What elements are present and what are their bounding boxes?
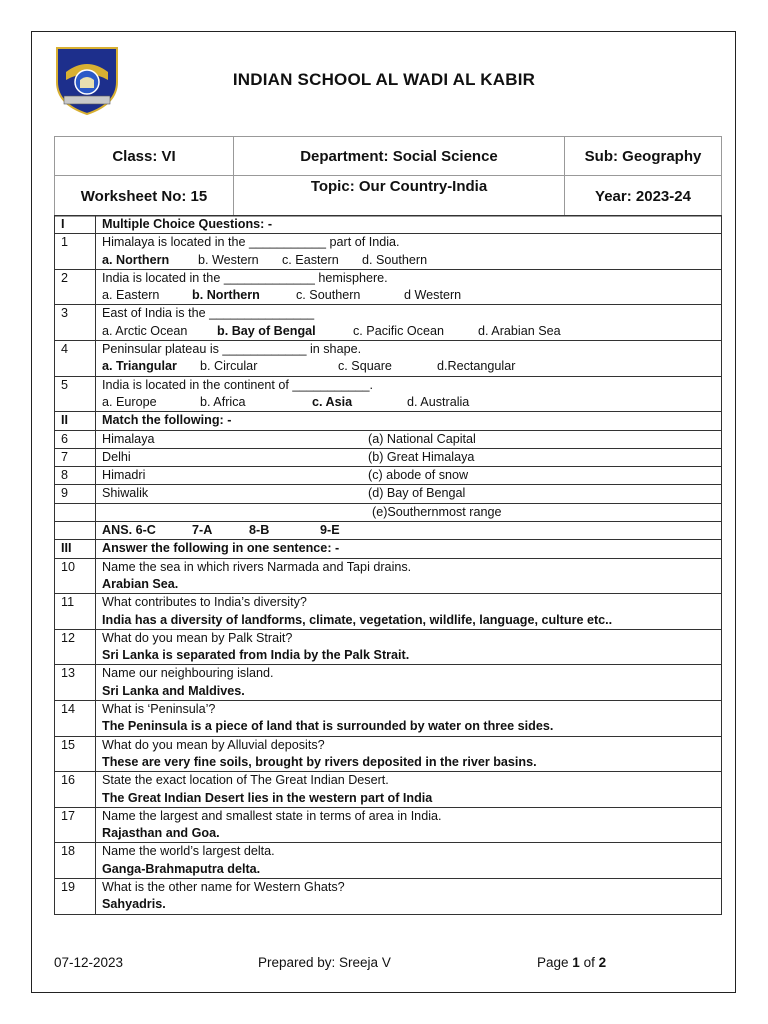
mcq-row (55, 269, 722, 305)
question-text: India is located in the continent of ___________. (102, 377, 373, 392)
section-title: Answer the following in one sentence: - (96, 540, 722, 558)
short-answer-row (55, 665, 722, 701)
short-answer-cell (96, 701, 722, 737)
option-d: d.Rectangular (437, 359, 516, 374)
short-answer-row (55, 629, 722, 665)
match-right-item: (d) Bay of Bengal (368, 486, 466, 501)
question-number: 13 (55, 665, 96, 701)
option-d: d. Southern (362, 252, 428, 267)
question-number: 5 (55, 376, 96, 412)
section-heading-row (55, 540, 722, 558)
section-heading-row (55, 412, 722, 430)
question-number: 15 (55, 736, 96, 772)
option-b: b. Western (198, 252, 259, 267)
question-number: 1 (55, 234, 96, 270)
question-text: What is ‘Peninsula’? (102, 702, 216, 717)
question-number: 19 (55, 878, 96, 914)
answer-text: Arabian Sea. (102, 576, 179, 591)
footer-date: 07-12-2023 (54, 955, 124, 970)
question-number: 8 (55, 467, 96, 485)
match-right-item: (b) Great Himalaya (368, 449, 475, 464)
question-text: Name the world’s largest delta. (102, 844, 275, 859)
match-right-item: (e)Southernmost range (372, 504, 502, 519)
option-a: a. Europe (102, 394, 157, 409)
option-c: c. Southern (296, 288, 361, 303)
options-line (102, 323, 717, 340)
question-number: 3 (55, 305, 96, 341)
option-b: b. Northern (192, 288, 260, 303)
section-number: III (55, 540, 96, 558)
short-answer-cell (96, 629, 722, 665)
match-row (55, 467, 722, 485)
section-number: II (55, 412, 96, 430)
match-row (55, 485, 722, 503)
year-cell: Year: 2023-24 (565, 176, 722, 217)
section-title: Match the following: - (96, 412, 722, 430)
question-number: 16 (55, 772, 96, 808)
question-number: 2 (55, 269, 96, 305)
question-text: Name the sea in which rivers Narmada and Tapi drains. (102, 559, 412, 574)
match-right-item: (c) abode of snow (368, 468, 469, 483)
short-answer-cell (96, 807, 722, 843)
short-answer-row (55, 843, 722, 879)
option-d: d. Arabian Sea (478, 323, 561, 338)
short-answer-row (55, 594, 722, 630)
option-a: a. Eastern (102, 288, 160, 303)
match-cell (96, 485, 722, 503)
worksheet-questions-table (54, 215, 722, 915)
question-text: What contributes to India’s diversity? (102, 595, 307, 610)
question-text: What do you mean by Palk Strait? (102, 630, 293, 645)
answer-text: Ganga-Brahmaputra delta. (102, 861, 261, 876)
option-a: a. Arctic Ocean (102, 323, 188, 338)
topic-cell: Topic: Our Country-India (234, 176, 565, 217)
empty-number-cell (55, 522, 96, 540)
match-answer: 8-B (249, 523, 270, 538)
match-row (55, 430, 722, 448)
answer-text: Sri Lanka and Maldives. (102, 683, 245, 698)
question-number: 6 (55, 430, 96, 448)
question-number: 10 (55, 558, 96, 594)
mcq-cell (96, 269, 722, 305)
short-answer-row (55, 772, 722, 808)
question-text: Name our neighbouring island. (102, 666, 274, 681)
option-b: b. Circular (200, 359, 258, 374)
mcq-cell (96, 376, 722, 412)
match-row (55, 503, 722, 521)
short-answer-cell (96, 736, 722, 772)
short-answer-row (55, 736, 722, 772)
subject-cell: Sub: Geography (565, 137, 722, 176)
section-heading-row (55, 216, 722, 234)
total-pages: 2 (598, 955, 607, 970)
option-c: c. Eastern (282, 252, 339, 267)
match-cell (96, 430, 722, 448)
question-number: 9 (55, 485, 96, 503)
match-cell (96, 448, 722, 466)
option-a: a. Triangular (102, 359, 177, 374)
match-answer: ANS. 6-C (102, 523, 156, 538)
question-text: Himalaya is located in the ___________ part of India. (102, 235, 400, 250)
footer-page-number (537, 955, 606, 970)
short-answer-cell (96, 772, 722, 808)
question-number: 17 (55, 807, 96, 843)
short-answer-row (55, 558, 722, 594)
option-b: b. Africa (200, 394, 246, 409)
question-text: What is the other name for Western Ghats? (102, 879, 345, 894)
match-answer-row (55, 522, 722, 540)
option-c: c. Pacific Ocean (353, 323, 444, 338)
school-name: INDIAN SCHOOL AL WADI AL KABIR (232, 70, 536, 89)
options-line (102, 394, 717, 411)
question-text: What do you mean by Alluvial deposits? (102, 737, 325, 752)
section-number: I (55, 216, 96, 234)
question-number: 14 (55, 701, 96, 737)
options-line (102, 358, 717, 375)
mcq-row (55, 376, 722, 412)
answer-text: Rajasthan and Goa. (102, 826, 220, 841)
options-line (102, 252, 717, 269)
match-cell (96, 467, 722, 485)
question-number: 4 (55, 341, 96, 377)
mcq-row (55, 305, 722, 341)
worksheet-number-cell: Worksheet No: 15 (55, 176, 234, 217)
option-d: d. Australia (407, 394, 470, 409)
footer-prepared-by: Prepared by: Sreeja V (258, 955, 391, 970)
question-number: 7 (55, 448, 96, 466)
match-left-item: Himadri (102, 468, 146, 483)
short-answer-row (55, 807, 722, 843)
match-answer: 9-E (320, 523, 340, 538)
option-c: c. Asia (312, 394, 353, 409)
match-left-item: Delhi (102, 449, 131, 464)
answer-text: The Great Indian Desert lies in the western part of India (102, 790, 433, 805)
option-d: d Western (404, 288, 462, 303)
option-b: b. Bay of Bengal (217, 323, 316, 338)
match-row (55, 448, 722, 466)
match-answer: 7-A (192, 523, 213, 538)
short-answer-cell (96, 594, 722, 630)
mcq-cell (96, 234, 722, 270)
worksheet-header-table (54, 136, 722, 217)
answer-text: India has a diversity of landforms, climate, vegetation, wildlife, language, culture etc.. (102, 612, 613, 627)
page-of: of (583, 955, 595, 970)
class-cell: Class: VI (55, 137, 234, 176)
question-number: 11 (55, 594, 96, 630)
match-cell (96, 503, 722, 521)
match-left-item: Shiwalik (102, 486, 149, 501)
options-line (102, 287, 717, 304)
question-number: 18 (55, 843, 96, 879)
short-answer-cell (96, 843, 722, 879)
question-text: East of India is the _______________ (102, 306, 315, 321)
match-left-item: Himalaya (102, 431, 155, 446)
mcq-row (55, 341, 722, 377)
answer-text: The Peninsula is a piece of land that is surrounded by water on three sides. (102, 719, 554, 734)
department-cell: Department: Social Science (234, 137, 565, 176)
short-answer-cell (96, 665, 722, 701)
short-answer-cell (96, 878, 722, 914)
answer-text: These are very fine soils, brought by rivers deposited in the river basins. (102, 754, 537, 769)
question-number: 12 (55, 629, 96, 665)
option-c: c. Square (338, 359, 392, 374)
match-answers-cell (96, 522, 722, 540)
question-number (55, 503, 96, 521)
short-answer-row (55, 701, 722, 737)
mcq-cell (96, 341, 722, 377)
section-title: Multiple Choice Questions: - (96, 216, 722, 234)
question-text: Peninsular plateau is ____________ in shape. (102, 342, 362, 357)
page-label: Page (537, 955, 569, 970)
option-a: a. Northern (102, 252, 170, 267)
match-right-item: (a) National Capital (368, 431, 476, 446)
mcq-cell (96, 305, 722, 341)
short-answer-row (55, 878, 722, 914)
short-answer-cell (96, 558, 722, 594)
question-text: State the exact location of The Great Indian Desert. (102, 773, 389, 788)
mcq-row (55, 234, 722, 270)
current-page: 1 (572, 955, 580, 970)
question-text: India is located in the _____________ hemisphere. (102, 270, 388, 285)
answer-text: Sahyadris. (102, 897, 166, 912)
question-text: Name the largest and smallest state in terms of area in India. (102, 808, 442, 823)
answer-text: Sri Lanka is separated from India by the Palk Strait. (102, 648, 410, 663)
